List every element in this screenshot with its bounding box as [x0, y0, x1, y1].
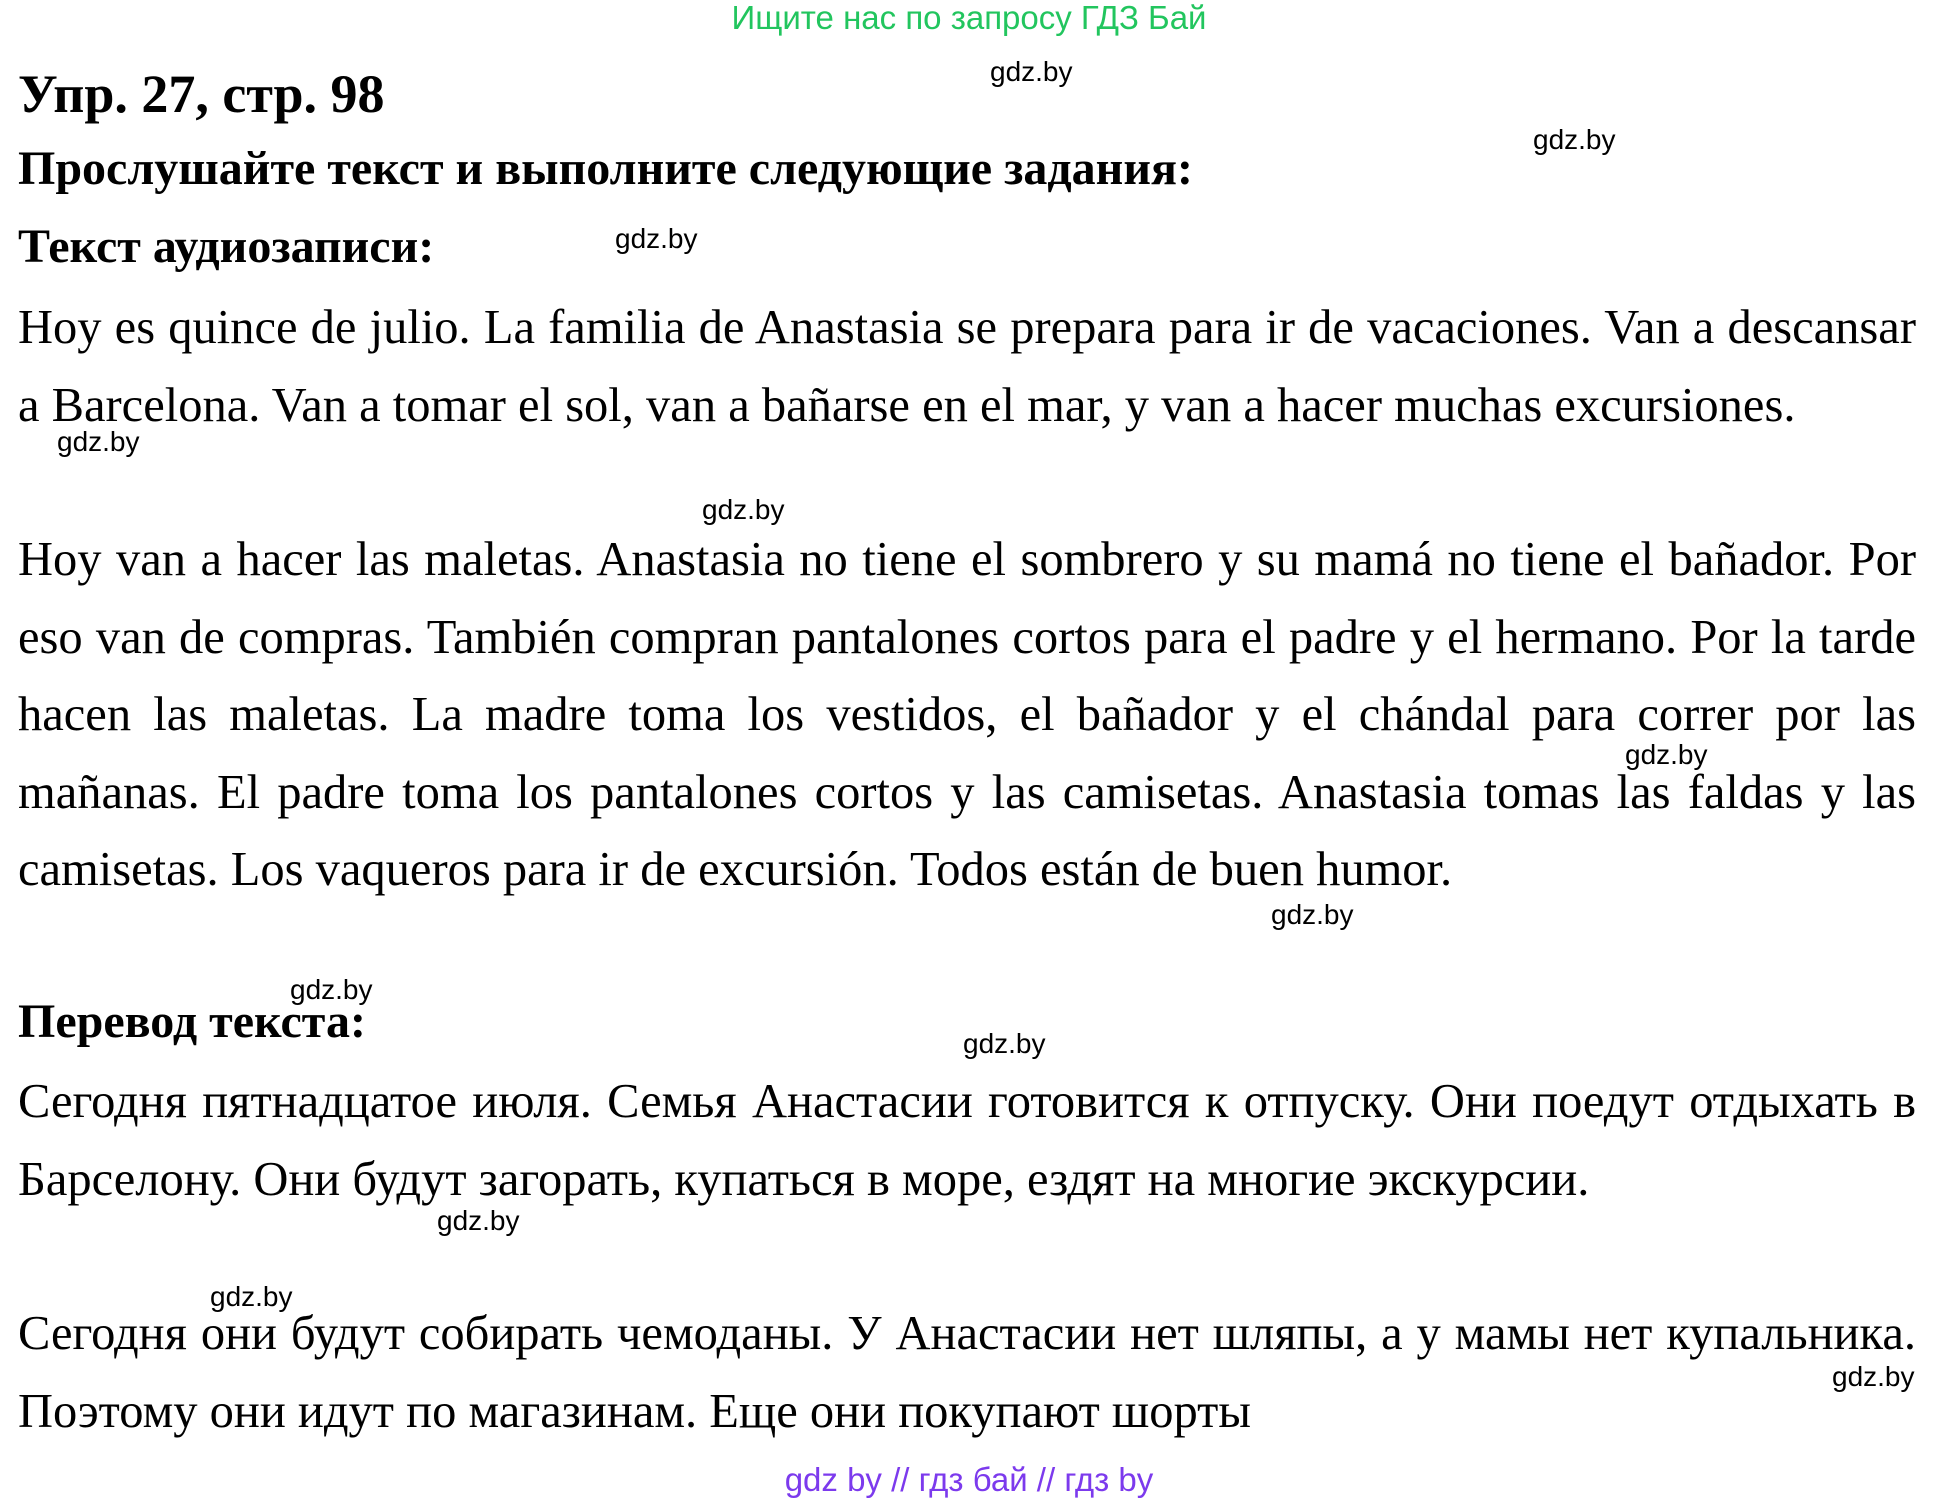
top-banner: Ищите нас по запросу ГДЗ Бай — [731, 0, 1207, 36]
watermark: gdz.by — [1271, 899, 1354, 930]
spanish-paragraph: Hoy van a hacer las maletas. Anastasia no tiene el sombrero y su mamá no tiene el bañador. Por eso van de compras. También compran pantalones cortos para el padre y el hermano. Por la tarde hacen las maletas. La madre toma los vestidos, el bañador y el chándal para correr por las mañanas. El padre toma los pantalones cortos y las camisetas. Anastasia tomas las faldas y las camisetas. Los vaqueros para ir de excursión. Todos están de buen humor. — [18, 533, 1916, 896]
audio-text-heading: Текст аудиозаписи: — [18, 220, 435, 273]
russian-paragraph: Сегодня они будут собирать чемоданы. У Анастасии нет шляпы, а у мамы нет купальника. Поэтому они идут по магазинам. Еще они покупают шорты — [18, 1307, 1916, 1438]
translation-heading: Перевод текста: — [18, 995, 366, 1048]
russian-paragraph: Сегодня пятнадцатое июля. Семья Анастасии готовится к отпуску. Они поедут отдыхать в Барселону. Они будут загорать, купаться в море, ездят на многие экскурсии. — [18, 1075, 1916, 1206]
watermark: gdz.by — [702, 494, 785, 525]
bottom-banner: gdz by // гдз бай // гдз by — [784, 1461, 1154, 1498]
watermark: gdz.by — [1533, 124, 1616, 155]
watermark: gdz.by — [57, 426, 140, 457]
watermark: gdz.by — [437, 1205, 520, 1236]
watermark: gdz.by — [615, 223, 698, 254]
instruction-heading: Прослушайте текст и выполните следующие задания: — [18, 142, 1193, 195]
watermark: gdz.by — [290, 974, 373, 1005]
exercise-title: Упр. 27, стр. 98 — [18, 64, 385, 124]
watermark: gdz.by — [210, 1281, 293, 1312]
watermark: gdz.by — [990, 56, 1073, 87]
watermark: gdz.by — [963, 1028, 1046, 1059]
watermark: gdz.by — [1832, 1361, 1915, 1392]
spanish-paragraph: Hoy es quince de julio. La familia de Anastasia se prepara para ir de vacaciones. Van a descansar a Barcelona. Van a tomar el sol, van a bañarse en el mar, y van a hacer muchas excursiones. — [18, 301, 1916, 432]
watermark: gdz.by — [1625, 739, 1708, 770]
